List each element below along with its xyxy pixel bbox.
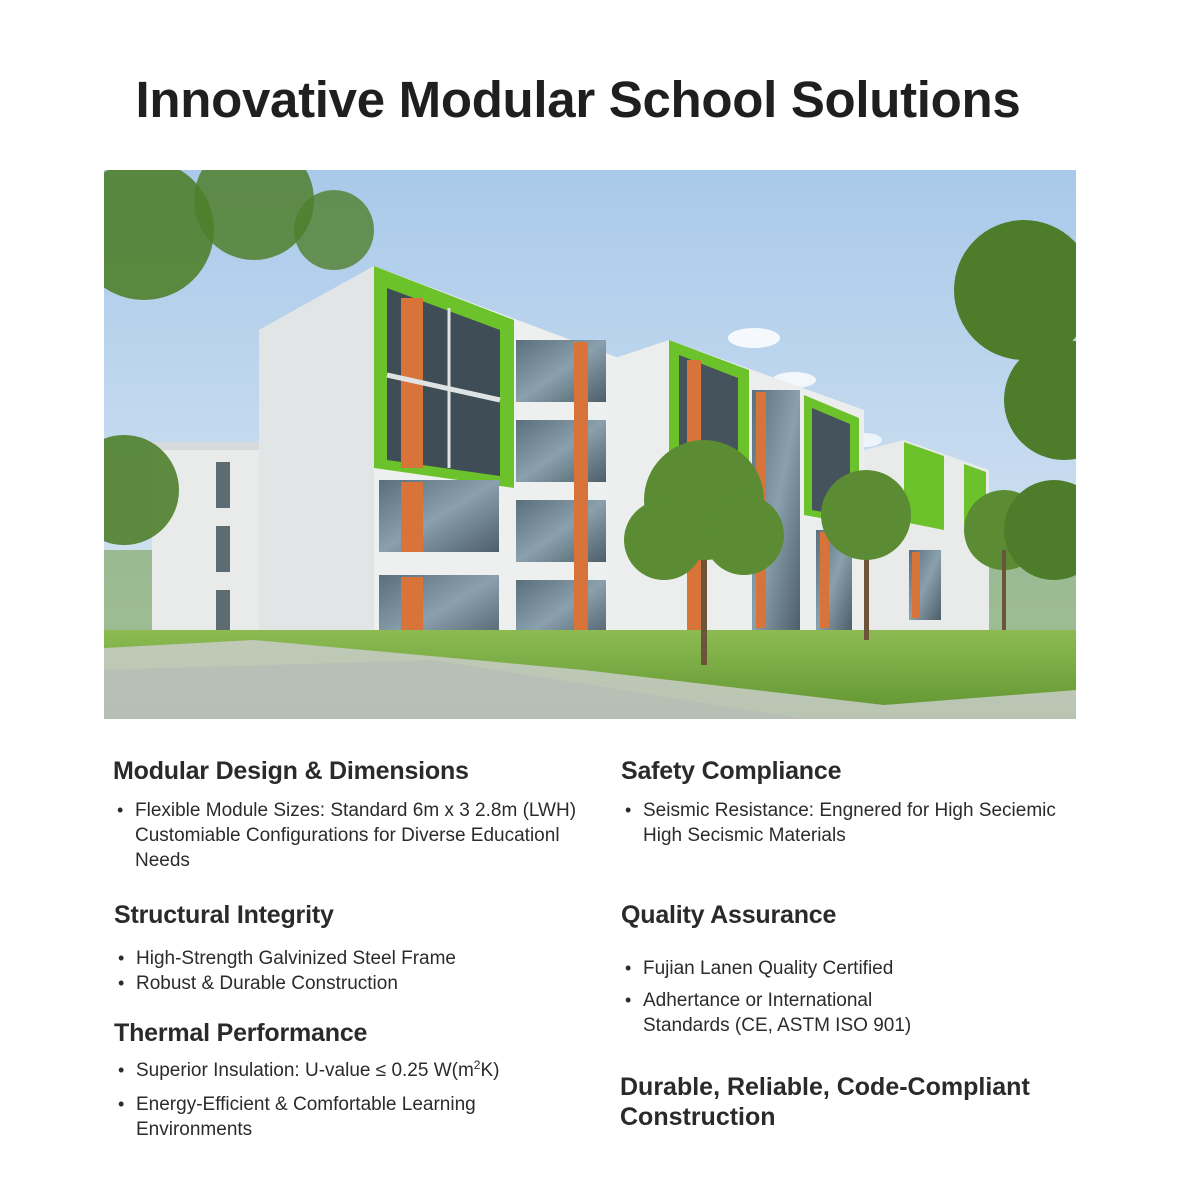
modular-school-building-illustration <box>104 170 1076 719</box>
tagline-line: Durable, Reliable, Code-Compliant <box>620 1073 1030 1101</box>
section-heading: Safety Compliance <box>621 757 842 785</box>
tagline <box>620 1072 1090 1132</box>
list-item-line: Environments <box>136 1119 253 1140</box>
list-item <box>621 798 1091 848</box>
list-item-line: High Secismic Materials <box>643 825 846 846</box>
page-title: Innovative Modular School Solutions <box>135 71 1021 128</box>
list-item-line: • Seismic Resistance: Engnered for High Seciemic <box>643 800 1056 821</box>
section-modular-design <box>113 756 613 873</box>
hero-image <box>104 170 1076 719</box>
list-item <box>621 988 1091 1038</box>
section-safety-compliance <box>621 756 1091 848</box>
list-item-line: • Energy-Efficient & Comfortable Learning <box>136 1094 476 1115</box>
section-heading: Modular Design & Dimensions <box>113 757 469 785</box>
list-item: • Robust & Durable Construction <box>114 971 614 996</box>
section-thermal-performance <box>114 1018 614 1142</box>
list-item: • Fujian Lanen Quality Certified <box>621 956 1091 981</box>
section-structural-integrity <box>114 900 614 996</box>
list-item-line: • Adhertance or International <box>643 990 873 1011</box>
list-item <box>113 798 613 873</box>
superscript: 2 <box>473 1058 481 1072</box>
section-heading: Thermal Performance <box>114 1019 368 1047</box>
list-item-text: Superior Insulation: U-value ≤ 0.25 W(m <box>136 1060 474 1081</box>
list-item-line: Needs <box>135 850 190 871</box>
section-heading: Quality Assurance <box>621 901 837 929</box>
list-item <box>114 1092 614 1142</box>
list-item: • High-Strength Galvinized Steel Frame <box>114 946 614 971</box>
list-item-line: Customiable Configurations for Diverse Educationl <box>135 825 560 846</box>
tagline-line: Construction <box>620 1103 776 1131</box>
list-item-line: Standards (CE, ASTM ISO 901) <box>643 1015 912 1036</box>
section-quality-assurance <box>621 900 1091 1038</box>
list-item <box>114 1058 614 1083</box>
list-item-text: K) <box>480 1060 500 1081</box>
section-heading: Structural Integrity <box>114 901 334 929</box>
list-item-line: • Flexible Module Sizes: Standard 6m x 3 2.8m (LWH) <box>135 800 577 821</box>
